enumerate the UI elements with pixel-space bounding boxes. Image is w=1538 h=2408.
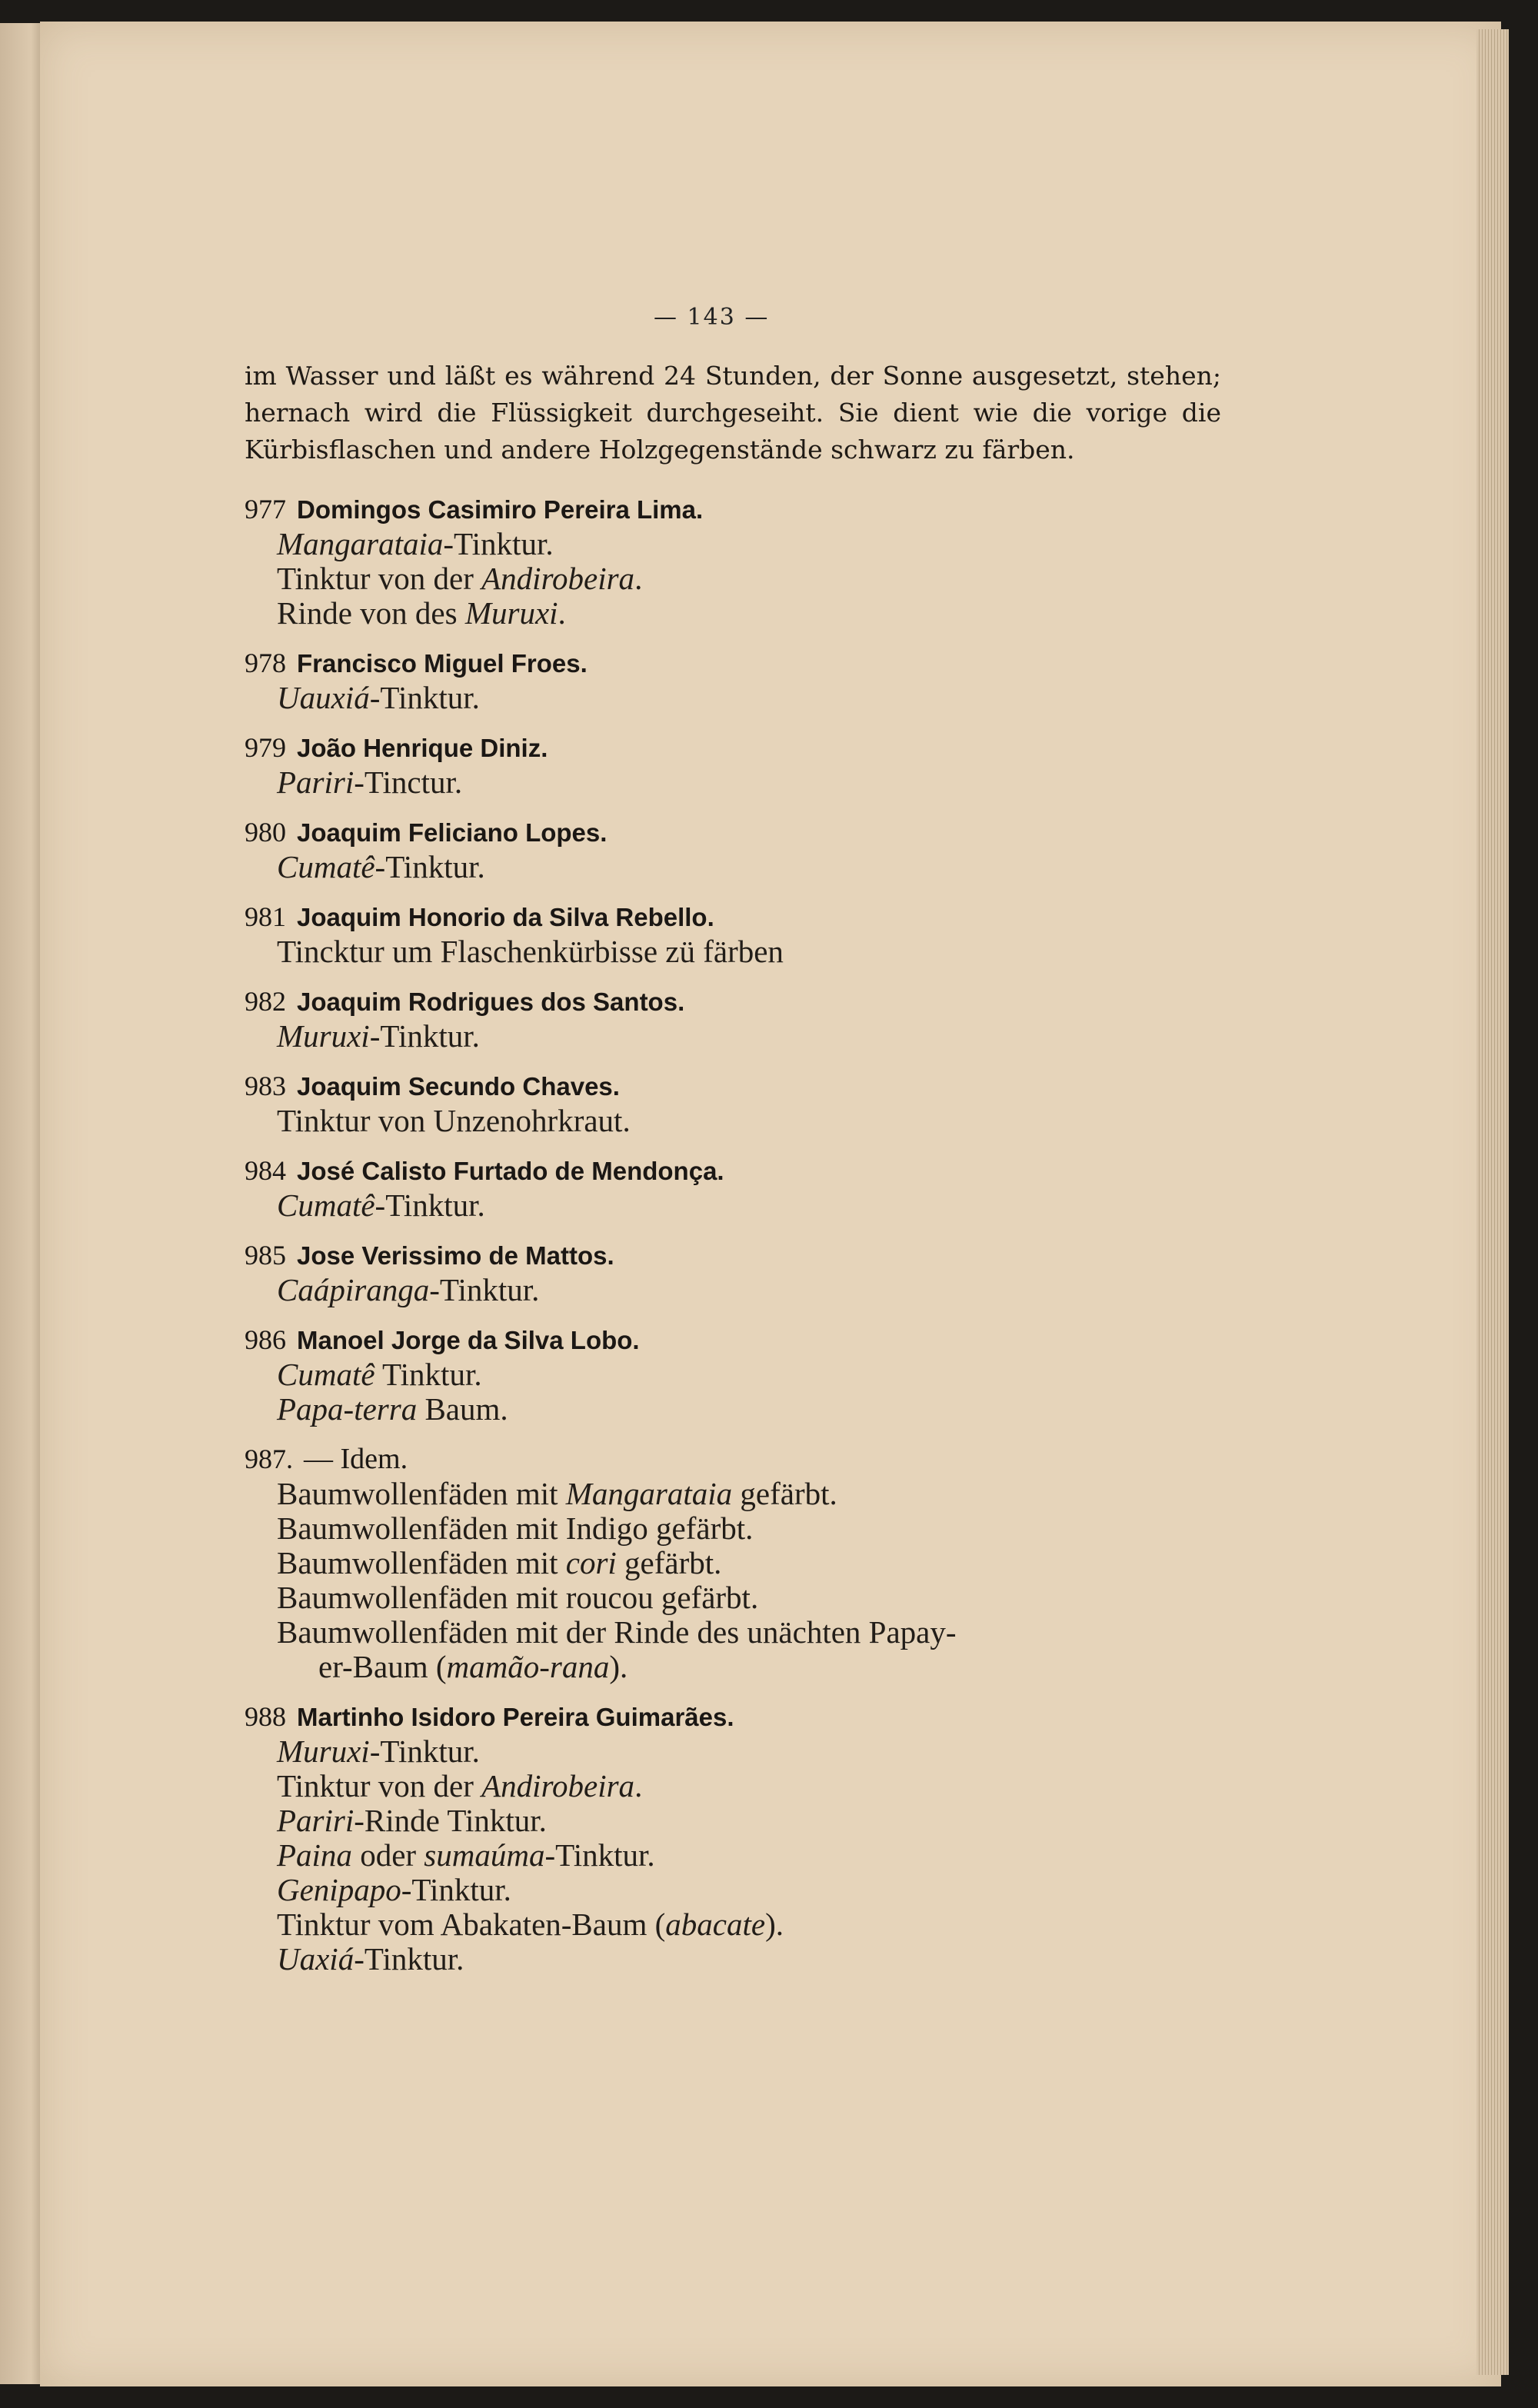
entry-heading <box>245 1323 1244 1357</box>
entry-number: 985 <box>245 1240 286 1271</box>
left-page-edge <box>0 23 45 2384</box>
italic-term: cori <box>565 1545 617 1580</box>
italic-term: Paina <box>277 1837 352 1873</box>
entry-987 <box>245 1442 1244 1684</box>
entry-983 <box>245 1069 1244 1138</box>
page-fore-edge <box>1476 29 1509 2375</box>
item-line: Tinktur von der Andirobeira. <box>277 1768 643 1804</box>
item-line: Tincktur um Flaschenkürbisse zü färben <box>277 934 784 969</box>
entry-988 <box>245 1700 1244 1977</box>
italic-term: mamão-rana <box>446 1649 610 1684</box>
exhibitor-name: João Henrique Diniz. <box>297 734 548 762</box>
exhibitor-name: — Idem. <box>304 1443 408 1475</box>
entry-980 <box>245 815 1244 884</box>
italic-term: abacate <box>665 1907 766 1942</box>
italic-term: Andirobeira <box>481 561 635 596</box>
entry-heading <box>245 815 1244 850</box>
entry-977 <box>245 492 1244 631</box>
entry-979 <box>245 731 1244 800</box>
item-line: Paina oder sumaúma-Tinktur. <box>277 1837 655 1873</box>
entry-heading <box>245 492 1244 527</box>
entry-number: 981 <box>245 901 286 932</box>
entry-heading <box>245 731 1244 765</box>
italic-term: Muruxi <box>464 595 558 631</box>
entry-heading <box>245 1442 1244 1477</box>
entry-heading <box>245 1069 1244 1104</box>
exhibitor-name: José Calisto Furtado de Mendonça. <box>297 1157 724 1185</box>
entry-heading <box>245 1238 1244 1273</box>
item-line: Rinde von des Muruxi. <box>277 595 566 631</box>
item-line: Cumatê-Tinktur. <box>277 1187 485 1223</box>
item-line: Genipapo-Tinktur. <box>277 1872 511 1907</box>
entry-number: 984 <box>245 1155 286 1186</box>
item-line: Uauxiá-Tinktur. <box>277 680 480 715</box>
item-line: Pariri-Tinctur. <box>277 764 463 800</box>
exhibitor-name: Joaquim Feliciano Lopes. <box>297 818 608 847</box>
item-line: Baumwollenfäden mit der Rinde des unächten Papay- <box>277 1614 957 1650</box>
entry-number: 980 <box>245 817 286 848</box>
entry-number: 987. <box>245 1444 293 1474</box>
italic-term: Genipapo <box>277 1872 401 1907</box>
item-line: Tinktur von der Andirobeira. <box>277 561 643 596</box>
item-line: Muruxi-Tinktur. <box>277 1018 480 1054</box>
italic-term: Mangarataia <box>565 1476 733 1511</box>
entry-number: 979 <box>245 732 286 763</box>
exhibitor-name: Joaquim Secundo Chaves. <box>297 1072 620 1101</box>
exhibitor-name: Joaquim Rodrigues dos Santos. <box>297 988 685 1016</box>
italic-term: Caápiranga <box>277 1272 430 1307</box>
entry-981 <box>245 900 1244 969</box>
item-line: Baumwollenfäden mit cori gefärbt. <box>277 1545 722 1580</box>
entry-number: 986 <box>245 1324 286 1355</box>
item-line: Baumwollenfäden mit Mangarataia gefärbt. <box>277 1476 837 1511</box>
exhibitor-name: Manoel Jorge da Silva Lobo. <box>297 1326 640 1354</box>
entry-number: 988 <box>245 1701 286 1732</box>
entry-heading <box>245 900 1244 934</box>
item-line: Papa-terra Baum. <box>277 1391 508 1427</box>
item-line: Caápiranga-Tinktur. <box>277 1272 540 1307</box>
exhibitor-name: Francisco Miguel Froes. <box>297 649 588 678</box>
item-line: Mangarataia-Tinktur. <box>277 526 554 561</box>
italic-term: Muruxi <box>277 1734 370 1769</box>
item-line: Pariri-Rinde Tinktur. <box>277 1803 547 1838</box>
item-line: Tinktur von Unzenohrkraut. <box>277 1103 631 1138</box>
item-line: Baumwollenfäden mit Indigo gefärbt. <box>277 1510 754 1546</box>
italic-term: Uauxiá <box>277 680 370 715</box>
italic-term: Cumatê <box>277 1187 375 1223</box>
entry-heading <box>245 646 1244 681</box>
page-number: — 143 — <box>654 304 770 331</box>
entry-985 <box>245 1238 1244 1307</box>
exhibitor-name: Martinho Isidoro Pereira Guimarães. <box>297 1703 734 1731</box>
exhibitor-name: Domingos Casimiro Pereira Lima. <box>297 495 704 524</box>
entry-986 <box>245 1323 1244 1427</box>
italic-term: Pariri <box>277 764 355 800</box>
exhibitor-name: Jose Verissimo de Mattos. <box>297 1241 614 1270</box>
exhibitor-list <box>245 492 1244 1992</box>
italic-term: Uaxiá <box>277 1941 355 1977</box>
entry-number: 982 <box>245 986 286 1017</box>
item-line: Baumwollenfäden mit roucou gefärbt. <box>277 1580 759 1615</box>
entry-heading <box>245 1700 1244 1734</box>
entry-984 <box>245 1154 1244 1223</box>
item-line: Cumatê Tinktur. <box>277 1357 482 1392</box>
entry-number: 977 <box>245 494 286 525</box>
entry-number: 978 <box>245 648 286 678</box>
item-line: Tinktur vom Abakaten-Baum (abacate). <box>277 1907 784 1942</box>
entry-number: 983 <box>245 1071 286 1101</box>
italic-term: sumaúma <box>424 1837 545 1873</box>
exhibitor-name: Joaquim Honorio da Silva Rebello. <box>297 903 714 931</box>
italic-term: Papa-terra <box>277 1391 418 1427</box>
italic-term: Cumatê <box>277 849 375 884</box>
item-line: Cumatê-Tinktur. <box>277 849 485 884</box>
intro-paragraph: im Wasser und läßt es während 24 Stunden, der Sonne ausgesetzt, stehen; hernach wird die Flüssigkeit durchgeseiht. Sie dient wie die vorige die Kürbisflaschen und andere Holzgegenstände schwarz zu färben. <box>245 361 1221 465</box>
item-line: er-Baum (mamão-rana). <box>318 1649 628 1684</box>
entry-heading <box>245 984 1244 1019</box>
italic-term: Andirobeira <box>481 1768 635 1804</box>
entry-982 <box>245 984 1244 1054</box>
italic-term: Muruxi <box>277 1018 370 1054</box>
entry-978 <box>245 646 1244 715</box>
item-line: Muruxi-Tinktur. <box>277 1734 480 1769</box>
item-line: Uaxiá-Tinktur. <box>277 1941 464 1977</box>
italic-term: Mangarataia <box>277 526 444 561</box>
italic-term: Pariri <box>277 1803 355 1838</box>
entry-heading <box>245 1154 1244 1188</box>
italic-term: Cumatê <box>277 1357 375 1392</box>
